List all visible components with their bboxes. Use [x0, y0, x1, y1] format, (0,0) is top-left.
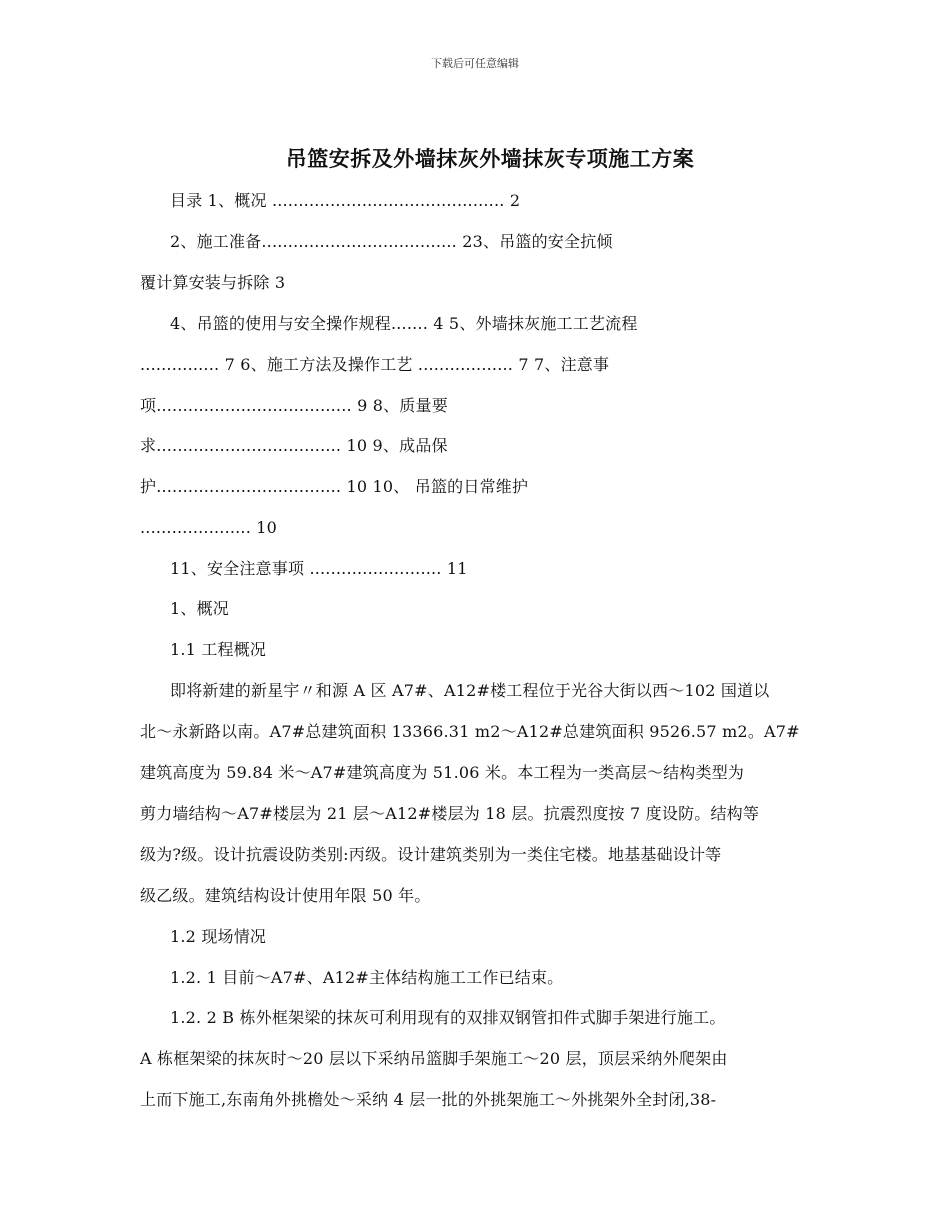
body-line: 级乙级。建筑结构设计使用年限 50 年。: [140, 886, 431, 905]
body-line: A 栋框架梁的抹灰时～20 层以下采纳吊篮脚手架施工～20 层，顶层采纳外爬架由: [140, 1049, 728, 1068]
toc-line: ..................... 10: [140, 518, 278, 537]
toc-line: 2、施工准备..................................... 23、吊篮的安全抗倾: [170, 232, 613, 251]
subsection-heading: 1.1 工程概况: [170, 640, 267, 659]
document-title: 吊篮安拆及外墙抹灰外墙抹灰专项施工方案: [285, 147, 695, 171]
section-heading: 1、概况: [170, 599, 229, 618]
toc-line: 覆计算安装与拆除 3: [140, 273, 286, 292]
body-line: 剪力墙结构～A7#楼层为 21 层～A12#楼层为 18 层。抗震烈度按 7 度设防。结构等: [140, 804, 760, 823]
body-line: 级为?级。设计抗震设防类别:丙级。设计建筑类别为一类住宅楼。地基基础设计等: [140, 845, 722, 864]
toc-line: 4、吊篮的使用与安全操作规程....... 4 5、外墙抹灰施工工艺流程: [170, 314, 638, 333]
toc-line: 护................................... 10 10、 吊篮的日常维护: [140, 477, 529, 496]
toc-line: 目录 1、概况 ............................................ 2: [170, 191, 521, 210]
body-line: 1.2. 1 目前～A7#、A12#主体结构施工工作已结束。: [170, 968, 564, 987]
toc-line: 项..................................... 9 8、质量要: [140, 396, 448, 415]
header-note: 下载后可任意编辑: [431, 57, 519, 70]
toc-line: ............... 7 6、施工方法及操作工艺 .................. 7 7、注意事: [140, 355, 610, 374]
subsection-heading: 1.2 现场情况: [170, 927, 267, 946]
body-line: 即将新建的新星宇〃和源 A 区 A7#、A12#楼工程位于光谷大街以西～102 国道以: [170, 681, 770, 700]
toc-line: 求................................... 10 9、成品保: [140, 436, 448, 455]
body-line: 北～永新路以南。A7#总建筑面积 13366.31 m2～A12#总建筑面积 9526.57 m2。A7#: [140, 722, 800, 741]
body-line: 建筑高度为 59.84 米～A7#建筑高度为 51.06 米。本工程为一类高层～结构类型为: [140, 763, 745, 782]
toc-line: 11、安全注意事项 ......................... 11: [170, 559, 468, 578]
body-line: 1.2. 2 B 栋外框架梁的抹灰可利用现有的双排双钢管扣件式脚手架进行施工。: [170, 1008, 726, 1027]
body-line: 上而下施工,东南角外挑檐处～采纳 4 层一批的外挑架施工～外挑架外全封闭,38-: [140, 1090, 717, 1109]
